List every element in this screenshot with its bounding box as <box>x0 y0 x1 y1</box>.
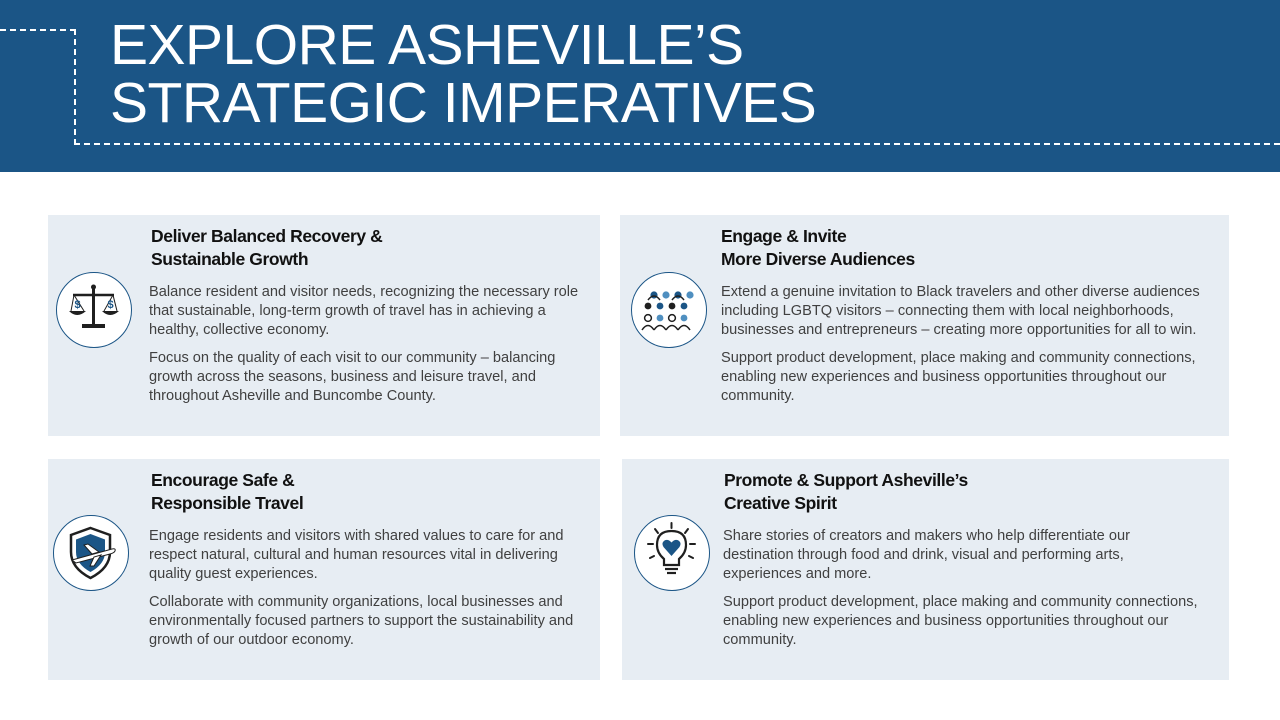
card-body <box>721 283 1201 414</box>
dashed-line-decoration <box>0 29 76 31</box>
card-paragraph: Collaborate with community organizations, local businesses and environmentally focused partners to support the sustainability and growth of our outdoor economy. <box>149 593 574 649</box>
card-body <box>149 527 579 658</box>
header-banner <box>0 0 1280 172</box>
card-balanced-recovery <box>48 215 600 436</box>
lightbulb-heart-icon <box>634 515 710 591</box>
shield-airplane-icon <box>53 515 129 591</box>
dashed-line-decoration <box>74 143 1280 145</box>
card-diverse-audiences <box>620 215 1229 436</box>
card-paragraph: Support product development, place making and community connections, enabling new experiences and business opportunities throughout our community. <box>721 349 1196 405</box>
card-title-line: Promote & Support Asheville’s <box>724 470 968 490</box>
card-paragraph: Extend a genuine invitation to Black travelers and other diverse audiences including LGBTQ visitors – connecting them with local neighborhoods, businesses and entrepreneurs – creating more opportunities for all to win. <box>721 284 1200 339</box>
diverse-audience-icon <box>631 272 707 348</box>
card-body <box>149 283 579 414</box>
dashed-line-decoration <box>74 29 76 145</box>
card-title-line: More Diverse Audiences <box>721 248 915 269</box>
card-title <box>151 225 382 270</box>
card-title-line: Creative Spirit <box>724 492 837 513</box>
page-title-line-2: STRATEGIC IMPERATIVES <box>110 71 817 135</box>
card-title-line: Deliver Balanced Recovery & <box>151 226 383 246</box>
page-title-line-1: EXPLORE ASHEVILLE’S <box>110 13 744 77</box>
card-title <box>724 469 968 514</box>
card-title-line: Encourage Safe & <box>151 470 295 490</box>
card-safe-travel <box>48 459 600 680</box>
card-title <box>151 469 303 514</box>
card-paragraph: Share stories of creators and makers who help differentiate our destination through food and drink, visual and performing arts, experiences and more. <box>723 528 1130 583</box>
card-creative-spirit <box>622 459 1229 680</box>
card-paragraph: Balance resident and visitor needs, recognizing the necessary role that sustainable, long-term growth of travel has in achieving a healthy, collective economy. <box>149 284 579 339</box>
card-body <box>723 527 1203 658</box>
card-paragraph: Support product development, place making and community connections, enabling new experiences and business opportunities throughout our community. <box>723 593 1198 649</box>
scales-of-justice-icon <box>56 272 132 348</box>
card-paragraph: Engage residents and visitors with shared values to care for and respect natural, cultural and human resources vital in delivering quality guest experiences. <box>149 528 564 583</box>
card-paragraph: Focus on the quality of each visit to our community – balancing growth across the seasons, business and leisure travel, and throughout Asheville and Buncombe County. <box>149 349 556 405</box>
card-title-line: Responsible Travel <box>151 492 304 513</box>
page-title <box>110 13 817 135</box>
svg-text:$: $ <box>107 299 114 311</box>
card-title-line: Engage & Invite <box>721 226 847 246</box>
card-title <box>721 225 915 270</box>
card-title-line: Sustainable Growth <box>151 248 309 269</box>
svg-text:$: $ <box>74 299 81 311</box>
